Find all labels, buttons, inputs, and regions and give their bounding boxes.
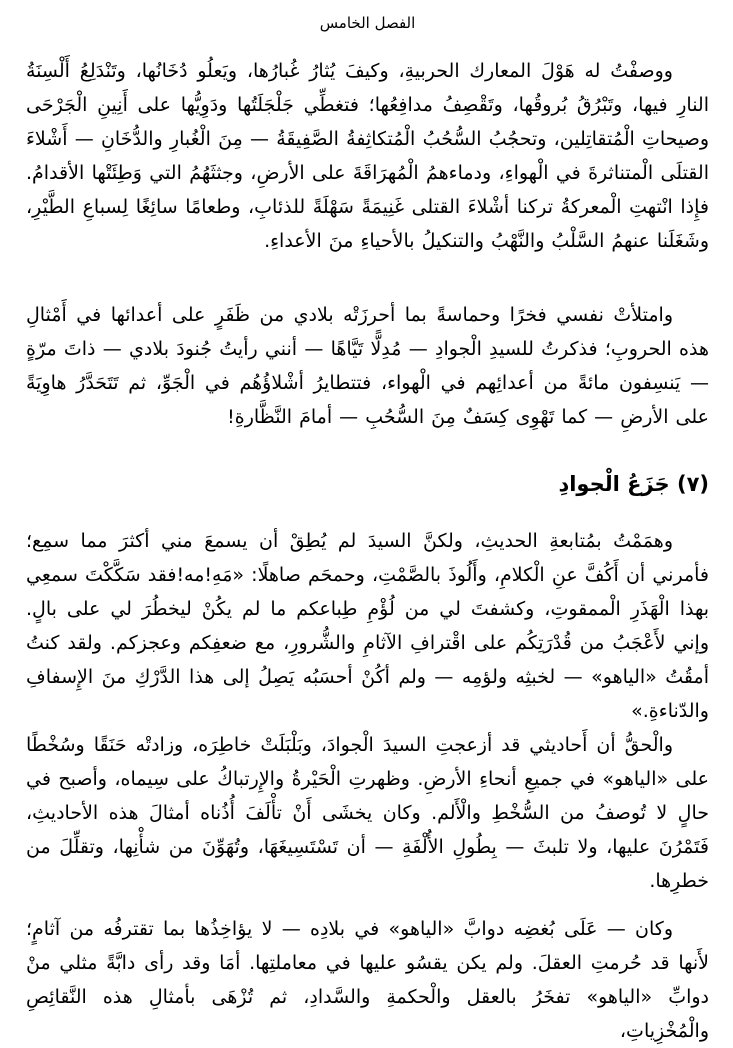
section-heading: (٧) جَزَعُ الْجوادِ [558, 472, 709, 496]
chapter-title: الفصل الخامس [319, 14, 416, 32]
paragraph-pride-in-victory: وامتلأتْ نفسي فخرًا وحماسةً بما أحرزَتْه بلادي من ظَفَرٍ على أعدائها في أَمْثالِ هذه الحروبِ؛ فذكرتُ للسيدِ الْجوادِ — مُدِلًّا تَيَّاهًا — أنني رأيتُ جُنودَ بلادي — ذاتَ مرّةٍ — يَنسِفون مائةً من أعدائِهم في الْهواء، فتتطايرُ أشْلاؤُهُم في الْجَوِّ، ثم تَتَحَدَّرُ هاوِيَةً على الأرضِ — كما تَهْوِى كِسَفٌ مِنَ السُّحُبِ — أمامَ النَّظَّارةِ! [26, 304, 709, 428]
paragraph-war-description: ووصفْتُ له هَوْلَ المعارك الحربيةِ، وكيفَ يُثارُ غُبارُها، ويَعلُو دُخَانُها، وتَنْدَلِعُ أَلْسِنَةُ النارِ فيها، وتَبْرُقُ بُروقُها، وتَقْصِفُ مدافِعُها؛ فتغطِّي جَلْجَلَتُها ودَوِيُّها على أَنِينِ الْجَرْحَى وصيحاتِ الْمُتقاتِلين، وتحجُبُ السُّحُبُ الْمُتكاثِفةُ الصَّفِيقَةُ — مِنَ الْغُبارِ والدُّخَانِ — أَشْلاءَ القتلَى الْمتناثرةَ في الْهواءِ، ودماءهمُ الْمُهرَاقَةَ على الأرضِ، وجثثَهُمُ التي وَطِئَتْها الأقدامُ. فإِذا انْتهتِ الْمعركةُ تركنا أشْلاءَ القتلى غَنِيمَةً سَهْلَةً للذئابِ، وطعامًا سائِغًا لِسباعِ الطَّيْرِ، وشَغَلَنا عنهمُ السَّلْبُ والنَّهْبُ والتنكيلُ بالأحياءِ منَ الأعداءِ. [26, 60, 709, 252]
paragraph-master-interrupts: وهمَمْتُ بمُتابعةِ الحديثِ، ولكنَّ السيدَ لم يُطِقْ أن يسمعَ مني أكثرَ مما سمِع؛ فأمرني أن أَكُفَّ عنِ الْكلامِ، وأَلُوذَ بالصَّمْتِ، وحمحَم صاهلًا: «مَهِ!مه!فقد سَكَّكْتَ سمعِي بهذا الْهَذَرِ الْممقوتِ، وكشفتَ لي من لُؤْمِ طِباعكم ما لم يكُنْ ليخطُرَ لي على بالٍ. وإني لأَعْجَبُ من قُدْرَتِكُم على اقْترافِ الآثامِ والشُّرورِ، مع ضعفِكم وعجزكم. ولقد كنتُ أمقُتُ «الياهو» — لخبثِه ولؤمِه — ولم أكُنْ أحسَبُه يَصِلُ إلى هذا الدَّرْكِ منَ الإِسفافِ والدّناءةِ.» [26, 530, 709, 722]
paragraph-master-distress: والْحقُّ أن أَحاديثي قد أزعجتِ السيدَ الْجوادَ، وبَلْبَلَتْ خاطِرَه، وزادتْه حَنَقًا وسُخْطًا على «الياهو» في جميعِ أنحاءِ الأرضِ. وظهرتِ الْحَيْرةُ والإِرتباكُ على سِيماه، وأصبح في حالٍ لا تُوصفُ من السُّخْطِ والْأَلم. وكان يخشَى أَنْ تأْلَفَ أُذُناه أمثالَ هذه الأحاديثِ، فَتَمْرُنَ عليها، ولا تلبثَ — بِطُولِ الأُلْفَةِ — أن تَسْتَسِيغَهَا، وتُهَوِّنَ من شأْنِها، وتقلِّلَ من خطرِها. [26, 734, 709, 892]
paragraph-yahoo-beasts: وكان — عَلَى بُغضِه دوابَّ «الياهو» في بلادِه — لا يؤاخِذُها بما تقترفُه من آثامٍ؛ لأَنها قد حُرمتِ العقلَ. ولم يكن يقسُو عليها في معاملتِها. أمَا وقد رأى دابَّةً مثلي منْ دوابِّ «الياهو» تفخَرُ بالعقل والْحكمةِ والسَّدادِ، ثم تُزْهَى بأمثالِ هذه النَّقائِصِ والْمُخْزِياتِ، [26, 918, 709, 1042]
